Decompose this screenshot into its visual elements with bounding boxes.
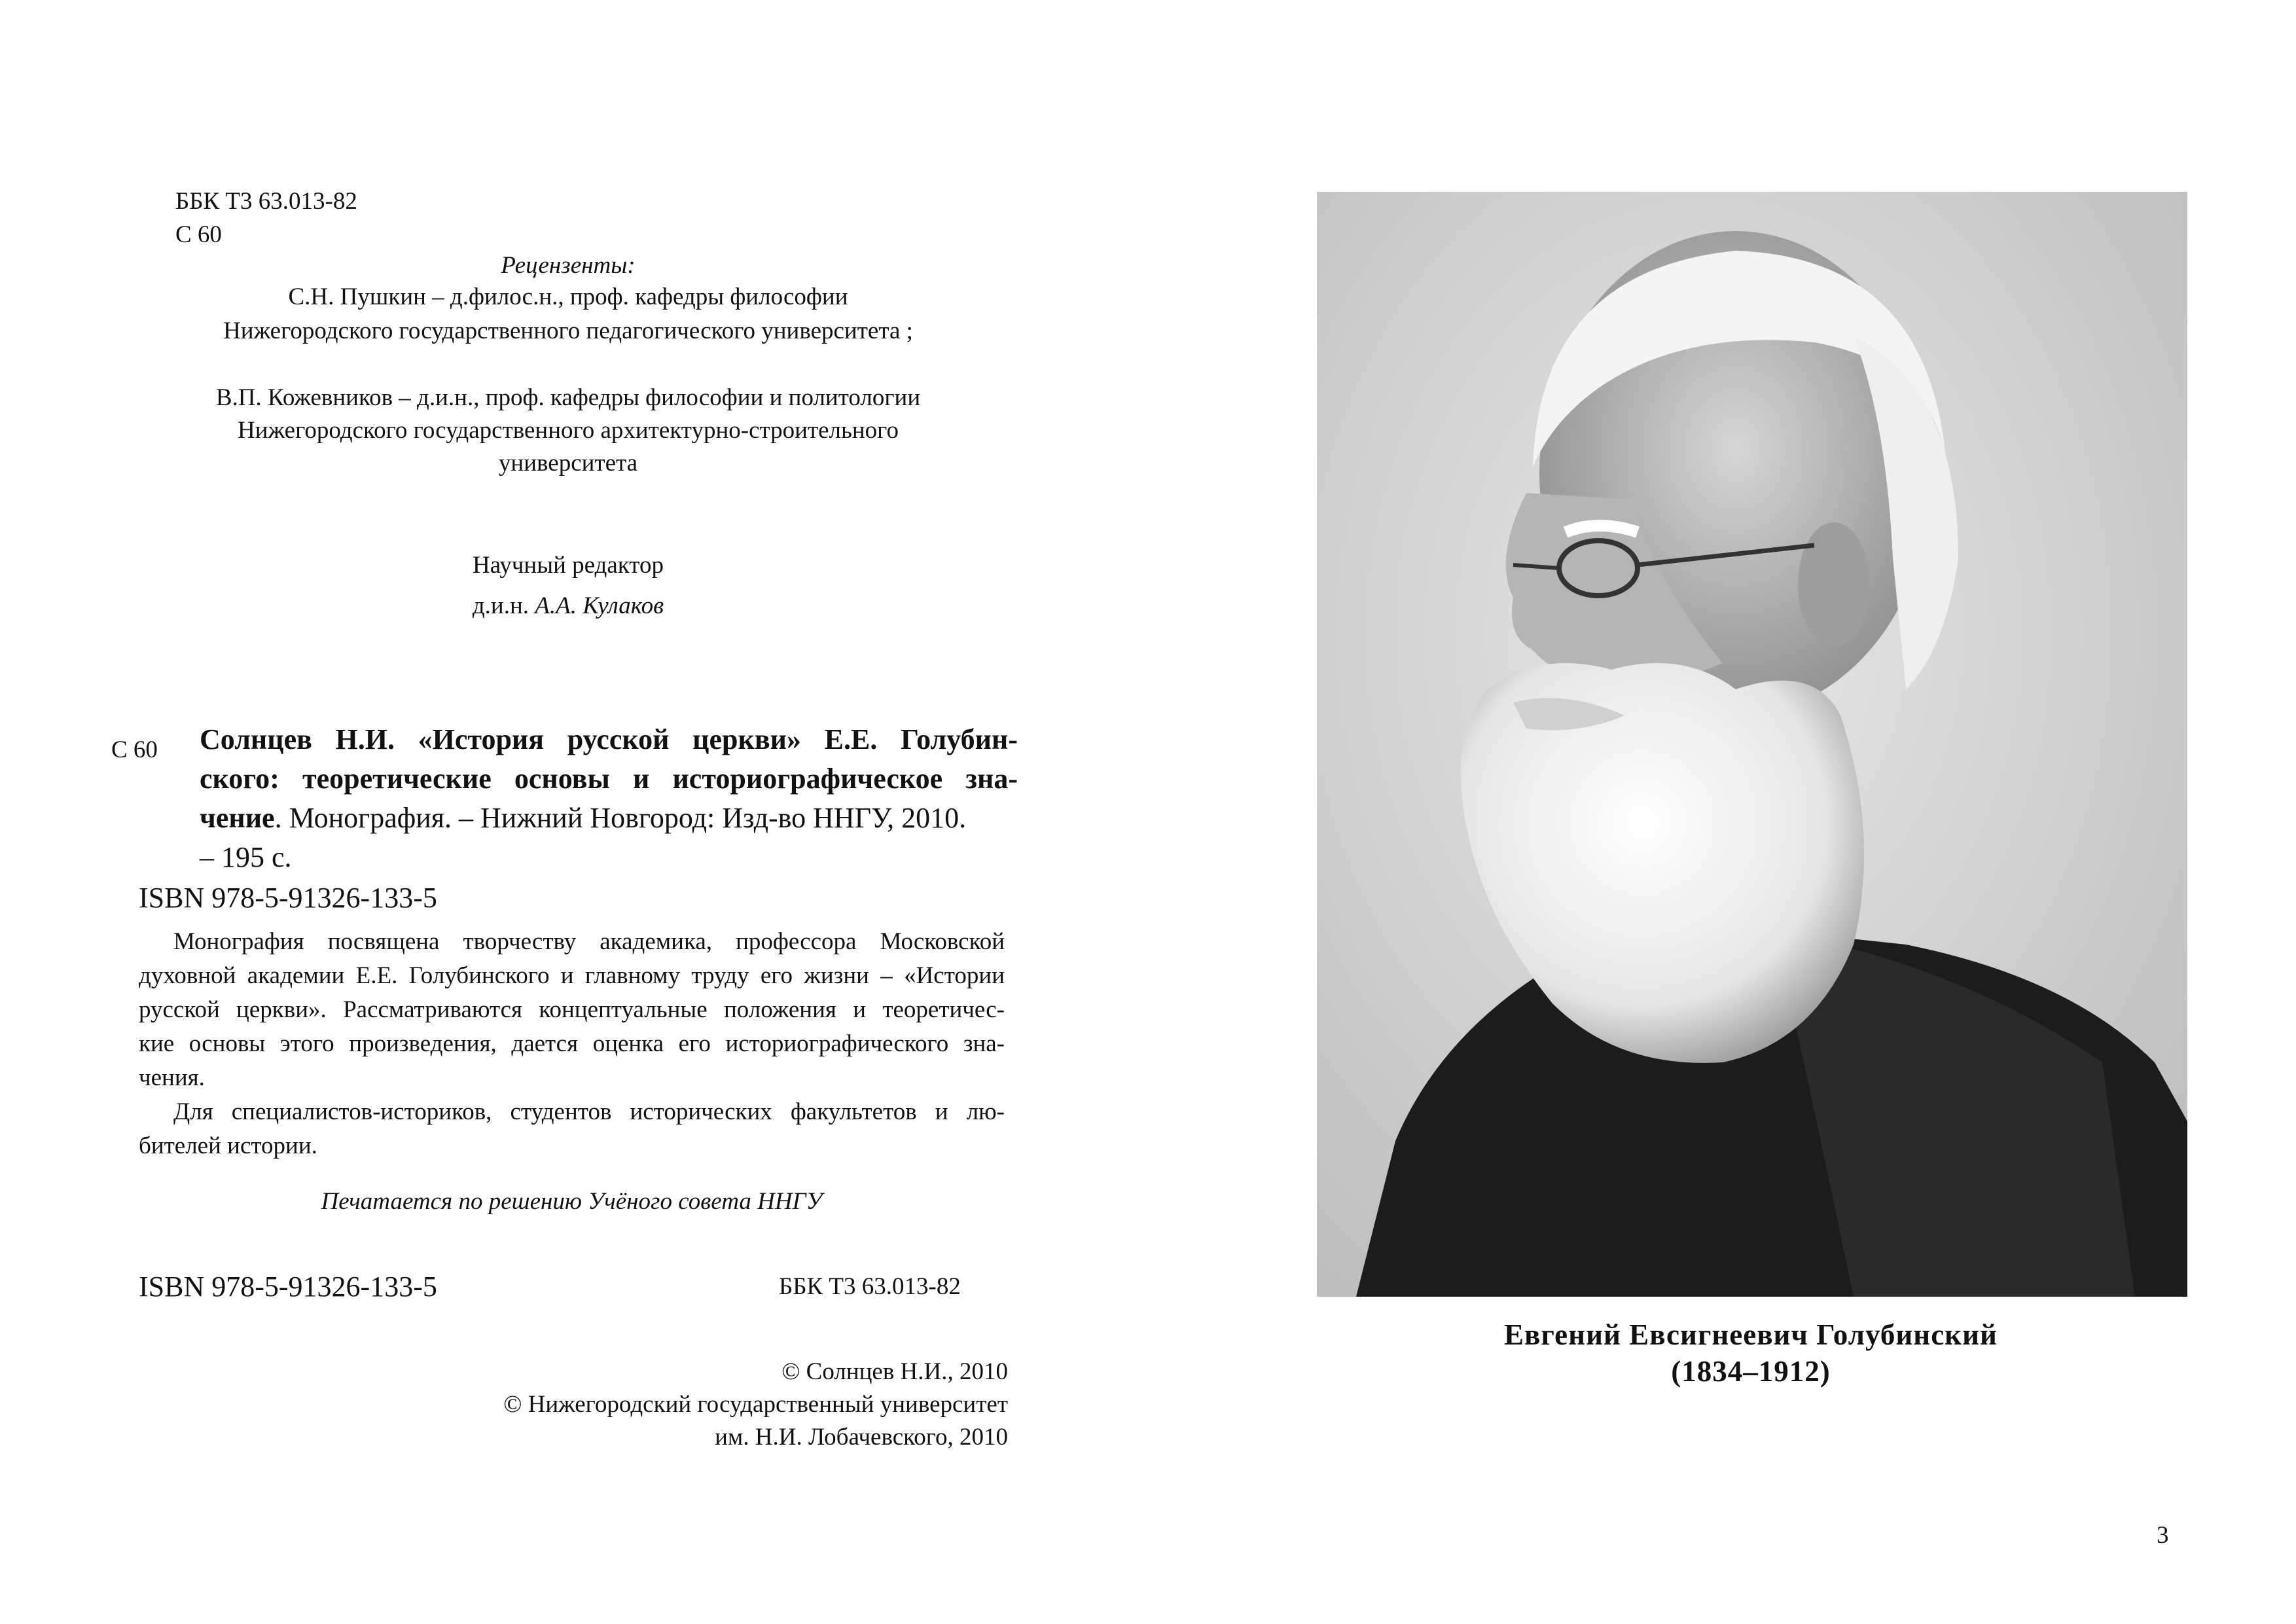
abstract-line-2: духовной академии Е.Е. Голубинского и главному труду его жизни – «Истории: [139, 962, 1005, 989]
reviewer-1-line-1: С.Н. Пушкин – д.филос.н., проф. кафедры философии: [288, 283, 848, 310]
copyright-line-3: им. Н.И. Лобачевского, 2010: [715, 1424, 1008, 1451]
reviewers-heading: Рецензенты:: [501, 252, 636, 279]
bbk-code: ББК Т3 63.013-82: [175, 188, 357, 215]
bbk-bottom: ББК Т3 63.013-82: [779, 1273, 961, 1300]
portrait-photo: [1317, 192, 2187, 1297]
biblio-line-3-bold: чение: [200, 802, 275, 834]
editor-line: [175, 589, 961, 623]
entry-mark: С 60: [111, 736, 158, 763]
isbn-bottom: ISBN 978-5-91326-133-5: [139, 1271, 437, 1303]
approval-note: Печатается по решению Учёного совета ННГУ: [321, 1188, 823, 1215]
biblio-line-4: – 195 с.: [200, 841, 292, 873]
reviewer-2-line-3: университета: [498, 450, 638, 477]
biblio-line-3-rest: . Монография. – Нижний Новгород: Изд-во ННГУ, 2010.: [274, 802, 967, 834]
editor-label: Научный редактор: [473, 552, 664, 579]
portrait-caption-name: Евгений Евсигнеевич Голубинский: [1504, 1318, 1998, 1351]
copyright-line-1: © Солнцев Н.И., 2010: [781, 1358, 1008, 1385]
reviewer-2-line-2: Нижегородского государственного архитектурно-строительного: [238, 417, 899, 444]
reviewer-2-line-1: В.П. Кожевников – д.и.н., проф. кафедры философии и политологии: [215, 384, 921, 411]
biblio-line-2-rest: : теоретические основы и историографическое зна-: [270, 763, 1018, 795]
abstract-line-4: кие основы этого произведения, дается оценка его историографического зна-: [139, 1030, 1005, 1057]
editor-degree: д.и.н.: [472, 592, 529, 619]
audience-line-2: бителей истории.: [139, 1132, 317, 1159]
biblio-line-2-bold: ского: [200, 763, 270, 795]
abstract-line-3: русской церкви». Рассматриваются концептуальные положения и теоретичес-: [139, 996, 1005, 1023]
reviewer-1-line-2: Нижегородского государственного педагогического университета ;: [223, 317, 913, 344]
biblio-line-1: Солнцев Н.И. «История русской церкви» Е.Е. Голубин-: [200, 723, 1018, 755]
portrait-icon: [1317, 192, 2187, 1297]
portrait-caption-years: (1834–1912): [1671, 1355, 1831, 1388]
abstract-line-5: чения.: [139, 1064, 205, 1091]
copyright-line-2: © Нижегородский государственный университет: [503, 1391, 1008, 1418]
isbn-top: ISBN 978-5-91326-133-5: [139, 882, 437, 914]
biblio-line-3: [200, 797, 1018, 839]
biblio-line-2: [200, 758, 1018, 800]
editor-name: А.А. Кулаков: [535, 592, 664, 619]
page-number: 3: [2157, 1522, 2169, 1549]
audience-line-1: Для специалистов-историков, студентов исторических факультетов и лю-: [173, 1098, 1005, 1125]
author-mark: С 60: [175, 221, 222, 248]
abstract-line-1: Монография посвящена творчеству академика, профессора Московской: [173, 928, 1005, 955]
